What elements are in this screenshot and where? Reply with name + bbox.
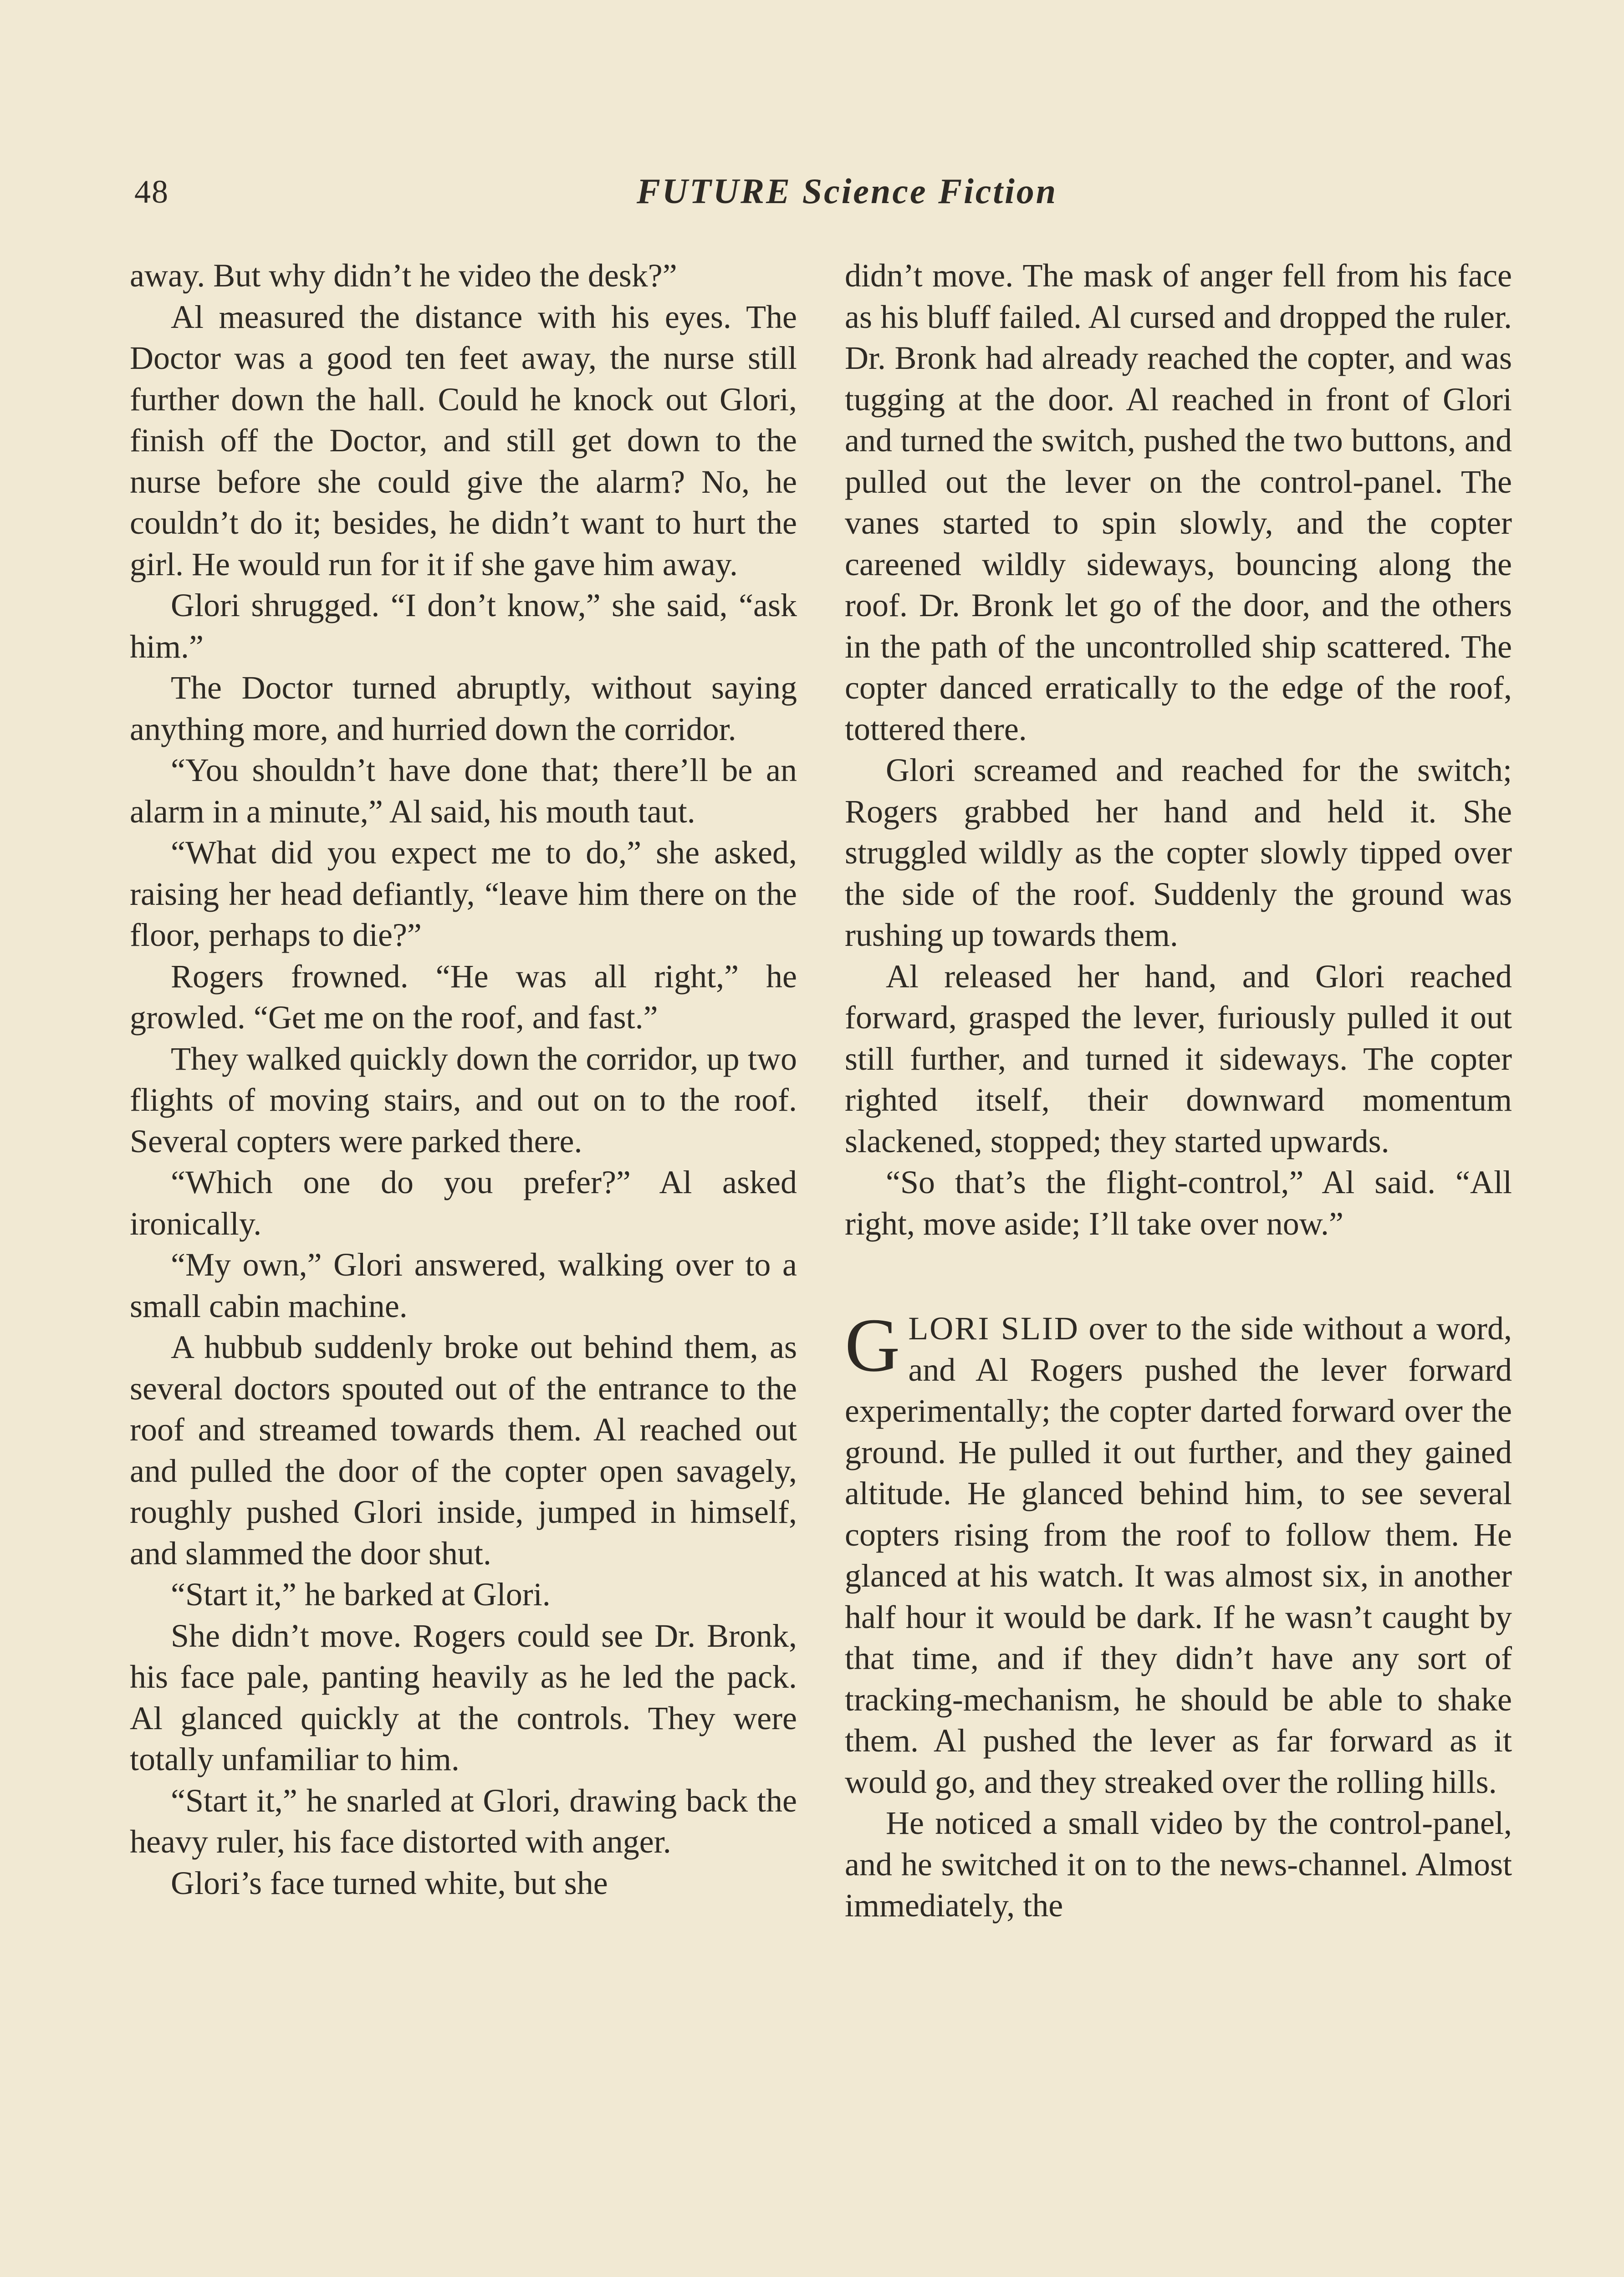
- right-column: [845, 255, 1512, 1926]
- paragraph: Glori screamed and reached for the switch; Rogers grabbed her hand and held it. She struggled wildly as the copter slowly tipped over the side of the roof. Suddenly the ground was rushing up towards them.: [845, 752, 1512, 953]
- paragraph: “Start it,” he barked at Glori.: [171, 1576, 551, 1613]
- drop-cap: G: [845, 1303, 900, 1388]
- paragraph-text: over to the side without a word, and Al Rogers pushed the lever forward experimentally; the copter darted forward over the ground. He pulled it out further, and they gained altitude. He glanced behind him, to see several copters rising from the roof to follow them. He glanced at his watch. It was almost six, in another half hour it would be dark. If he wasn’t caught by that time, and if they didn’t have any sort of tracking-mechanism, he should be able to shake them. Al pushed the lever as far forward as it would go, and they streaked over the rolling hills.: [845, 1310, 1512, 1800]
- paragraph: Glori shrugged. “I don’t know,” she said, “ask him.”: [130, 587, 797, 665]
- paragraph: Al measured the distance with his eyes. The Doctor was a good ten feet away, the nurse still further down the hall. Could he knock out Glori, finish off the Doctor, and still get down to the nurse before she could give the alarm? No, he couldn’t do it; besides, he didn’t want to hurt the girl. He would run for it if she gave him away.: [130, 298, 797, 582]
- paragraph: He noticed a small video by the control-panel, and he switched it on to the news-channel. Almost immediately, the: [845, 1805, 1512, 1924]
- left-column: [130, 255, 797, 1904]
- paragraph: Al released her hand, and Glori reached forward, grasped the lever, furiously pulled it out still further, and turned it sideways. The copter righted itself, their downward momentum slackened, stopped; they started upwards.: [845, 958, 1512, 1159]
- paragraph: didn’t move. The mask of anger fell from his face as his bluff failed. Al cursed and dropped the ruler. Dr. Bronk had already reached the copter, and was tugging at the door. Al reached in front of Glori and turned the switch, pushed the two buttons, and pulled out the lever on the control-panel. The vanes started to spin slowly, and the copter careened wildly sideways, bouncing along the roof. Dr. Bronk let go of the door, and the others in the path of the uncontrolled ship scattered. The copter danced erratically to the edge of the roof, tottered there.: [845, 257, 1512, 747]
- paragraph: She didn’t move. Rogers could see Dr. Bronk, his face pale, panting heavily as he led the pack. Al glanced quickly at the controls. They were totally unfamiliar to him.: [130, 1617, 797, 1777]
- running-head: FUTURE Science Fiction: [636, 171, 1058, 211]
- paragraph: away. But why didn’t he video the desk?”: [130, 257, 677, 294]
- section-opening-paragraph: [845, 1303, 1512, 1802]
- lead-in: LORI SLID: [908, 1310, 1079, 1347]
- paragraph: Glori’s face turned white, but she: [171, 1864, 608, 1901]
- paragraph: The Doctor turned abruptly, without saying anything more, and hurried down the corridor.: [130, 669, 797, 747]
- paragraph: “My own,” Glori answered, walking over to a small cabin machine.: [130, 1246, 797, 1324]
- paragraph: Rogers frowned. “He was all right,” he growled. “Get me on the roof, and fast.”: [130, 958, 797, 1036]
- paragraph: “Which one do you prefer?” Al asked ironically.: [130, 1164, 797, 1242]
- paragraph: “Start it,” he snarled at Glori, drawing back the heavy ruler, his face distorted with anger.: [130, 1782, 797, 1860]
- paragraph: “You shouldn’t have done that; there’ll be an alarm in a minute,” Al said, his mouth taut.: [130, 752, 797, 830]
- paragraph: A hubbub suddenly broke out behind them, as several doctors spouted out of the entrance to the roof and streamed towards them. Al reached out and pulled the door of the copter open savagely, roughly pushed Glori inside, jumped in himself, and slammed the door shut.: [130, 1329, 797, 1572]
- page-number: 48: [134, 174, 169, 210]
- paragraph: “So that’s the flight-control,” Al said. “All right, move aside; I’ll take over now.”: [845, 1164, 1512, 1242]
- paragraph: They walked quickly down the corridor, up two flights of moving stairs, and out on to the roof. Several copters were parked there.: [130, 1040, 797, 1159]
- paragraph: “What did you expect me to do,” she asked, raising her head defiantly, “leave him there on the floor, perhaps to die?”: [130, 834, 797, 953]
